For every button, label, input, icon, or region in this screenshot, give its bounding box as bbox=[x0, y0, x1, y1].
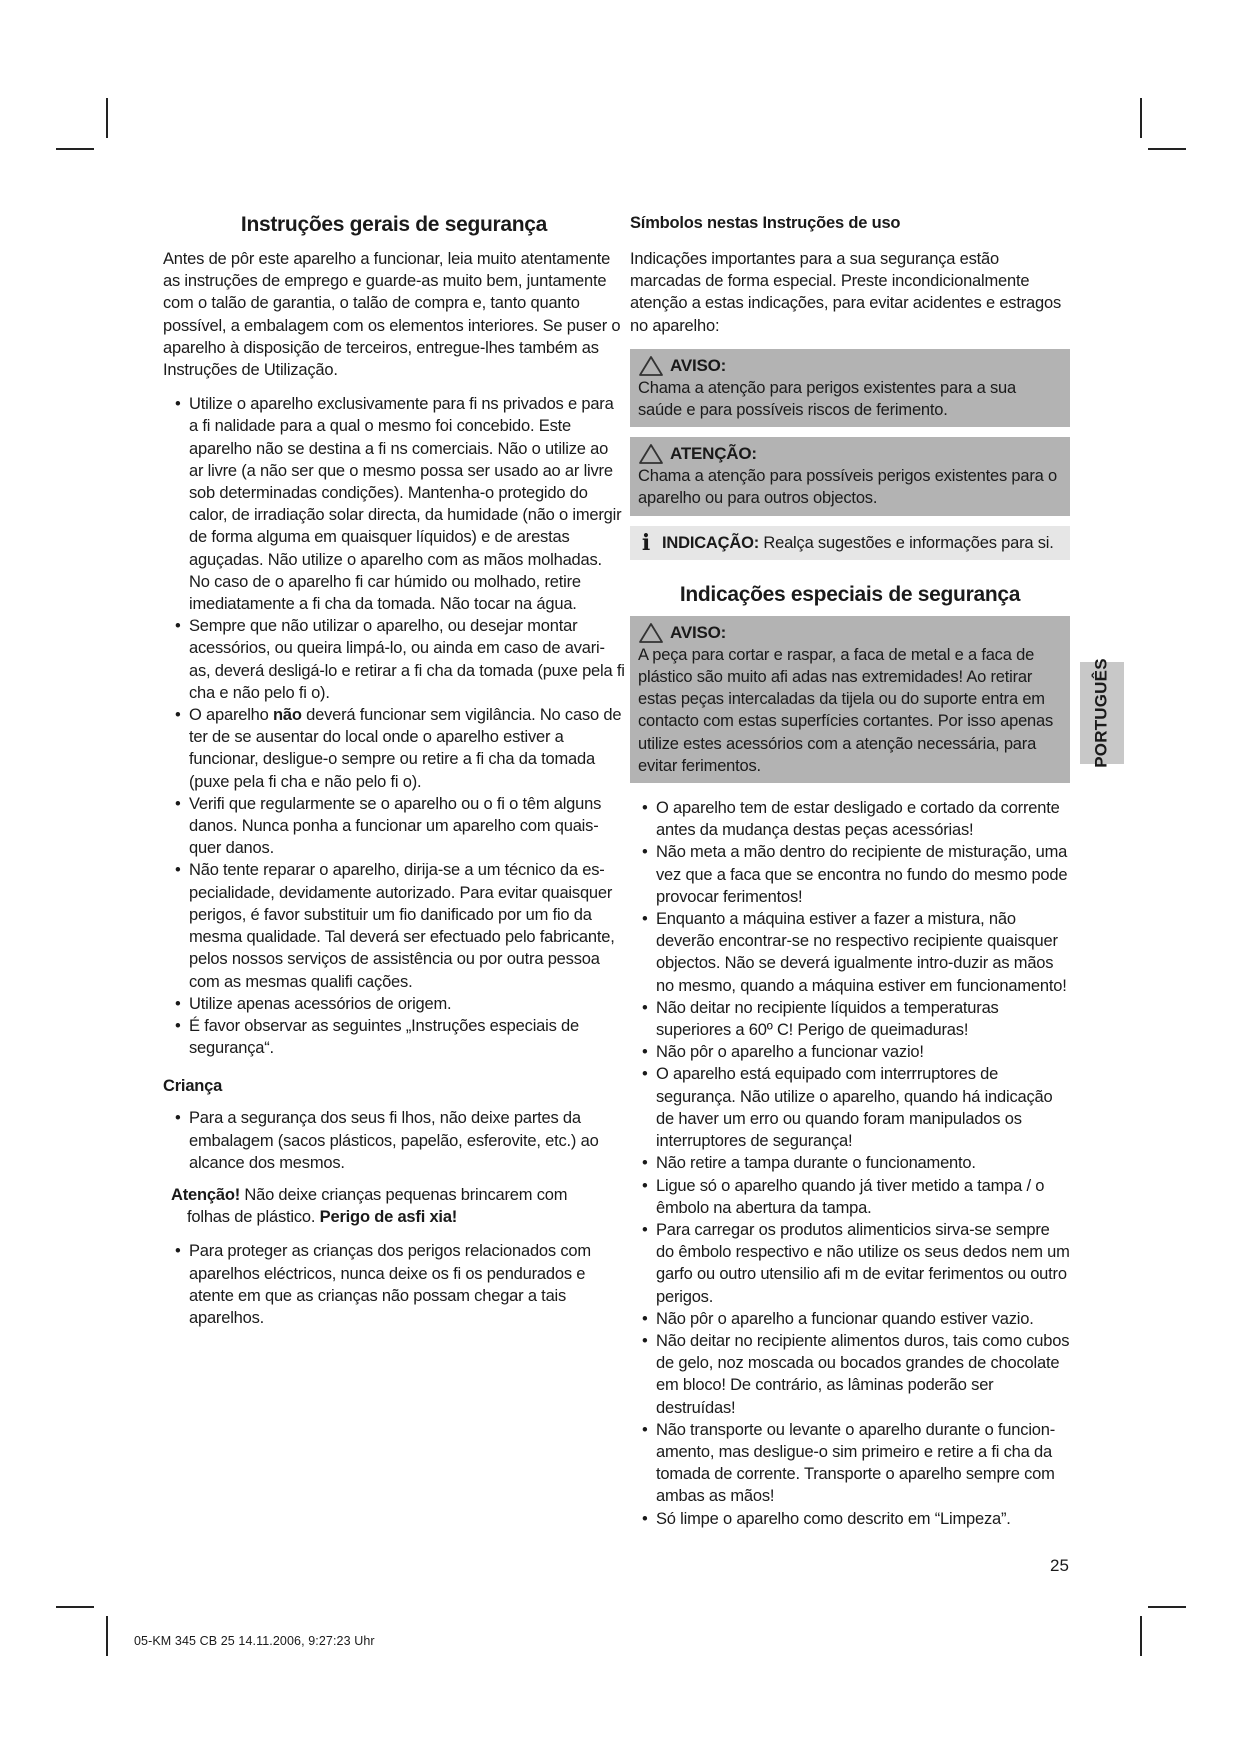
list-item: • Utilize o aparelho exclusivamente para fi ns privados e para a fi nalidade para a qual o mesmo foi concebido. Este aparelho não se destina a fi ns comerciais. Não o utilize ao ar livre (a não ser que o mesmo possa ser usado ao ar livre sob determinadas condições). Mantenha-o protegido do calor, de irradiação solar directa, da humidade (não o imergir de forma alguma em quaisquer líquidos) e de arestas aguçadas. Não utilize o aparelho com as mãos molhadas. No caso de o aparelho fi car húmido ou molhado, retire imediatamente a fi cha da tomada. Não tocar na água. bbox=[163, 393, 625, 615]
section-title-special-safety: Indicações especiais de segurança bbox=[679, 582, 1021, 606]
list-item: • Não transporte ou levante o aparelho durante o funcion-amento, mas desligue-o sim primeiro e retire a fi cha da tomada de corrente. Transporte o aparelho sempre com ambas as mãos! bbox=[630, 1419, 1070, 1508]
note-box-indicacao: i INDICAÇÃO: Realça sugestões e informações para si. bbox=[630, 526, 1070, 560]
warning-triangle-icon bbox=[638, 443, 664, 465]
warning-box-atencao: ATENÇÃO: Chama a atenção para possíveis perigos existentes para o aparelho ou para outros objectos. bbox=[630, 437, 1070, 515]
special-safety-list bbox=[630, 797, 1070, 1530]
intro-paragraph: Antes de pôr este aparelho a funcionar, leia muito atentamente as instruções de emprego e guarde-as muito bem, juntamente com o talão de garantia, o talão de compra e, tanto quanto possível, a embalagem com os elementos interiores. Se puser o aparelho à disposição de terceiros, entregue-lhes também as Instruções de Utilização. bbox=[163, 250, 621, 380]
list-item: • Não tente reparar o aparelho, dirija-se a um técnico da es-pecialidade, devidamente autorizado. Para evitar quaisquer perigos, é favor substituir um fio danificado por um fio da mesma qualidade. Tal deverá ser efectuado pelo fabricante, pelos nossos serviços de assistência ou por outra pessoa com as mesmas qualifi cações. bbox=[163, 859, 625, 992]
child-safety-list bbox=[163, 1107, 625, 1174]
list-item: • Não deitar no recipiente líquidos a temperaturas superiores a 60º C! Perigo de queimaduras! bbox=[630, 997, 1070, 1041]
list-item: • Para proteger as crianças dos perigos relacionados com aparelhos eléctricos, nunca deixe os fi os pendurados e atente em que as crianças não possam chegar a tais aparelhos. bbox=[163, 1240, 625, 1329]
warning-box-aviso-special: AVISO: A peça para cortar e raspar, a faca de metal e a faca de plástico são muito afi adas nas extremidades! Ao retirar estas peças intercaladas da tijela ou do suporte entra em contacto com estas superfícies cortantes. Por isso apenas utilize estes acessórios com a atenção necessária, para evitar ferimentos. bbox=[630, 616, 1070, 783]
crop-mark bbox=[1148, 1606, 1186, 1608]
list-item: • Para carregar os produtos alimenticios sirva-se sempre do êmbolo respectivo e não utilize os seus dedos nem um garfo ou outro utensilio afi m de evitar ferimentos ou outro perigos. bbox=[630, 1219, 1070, 1308]
crop-mark bbox=[1148, 148, 1186, 150]
child-caution-note: Atenção! Não deixe crianças pequenas brincarem com folhas de plástico. Perigo de asfi xia! bbox=[171, 1185, 568, 1227]
warning-triangle-icon bbox=[638, 622, 664, 644]
info-icon: i bbox=[641, 529, 651, 556]
crop-mark bbox=[106, 98, 108, 138]
list-item: • Não retire a tampa durante o funcionamento. bbox=[630, 1152, 1070, 1174]
section-title-general-safety: Instruções gerais de segurança bbox=[240, 213, 548, 236]
page-number: 25 bbox=[1050, 1556, 1069, 1575]
right-column bbox=[630, 212, 1070, 1540]
list-item: • Só limpe o aparelho como descrito em “Limpeza”. bbox=[630, 1508, 1070, 1530]
list-item: • É favor observar as seguintes „Instruções especiais de segurança“. bbox=[163, 1015, 625, 1059]
list-item: • Sempre que não utilizar o aparelho, ou desejar montar acessórios, ou queira limpá-lo, ou ainda em caso de avari-as, deverá desligá-lo e retirar a fi cha da tomada (puxe pela fi cha e não pelo fi o). bbox=[163, 615, 625, 704]
list-item: • Enquanto a máquina estiver a fazer a mistura, não deverão encontrar-se no respectivo recipiente quaisquer objectos. Não se deverá igualmente intro-duzir as mãos no mesmo, quando a máquina estiver em funcionamento! bbox=[630, 908, 1070, 997]
list-item: • O aparelho tem de estar desligado e cortado da corrente antes da mudança destas peças acessórias! bbox=[630, 797, 1070, 841]
warning-triangle-icon bbox=[638, 355, 664, 377]
language-tab: PORTUGUÊS bbox=[1080, 662, 1124, 764]
symbols-intro: Indicações importantes para a sua segurança estão marcadas de forma especial. Preste incondicionalmente atenção a estas indicações, para evitar acidentes e estragos no aparelho: bbox=[630, 250, 1062, 335]
crop-mark bbox=[56, 148, 94, 150]
print-footer: 05-KM 345 CB 25 14.11.2006, 9:27:23 Uhr bbox=[134, 1634, 375, 1648]
subheading-child: Criança bbox=[163, 1077, 223, 1096]
crop-mark bbox=[1140, 98, 1142, 138]
symbols-heading: Símbolos nestas Instruções de uso bbox=[630, 214, 901, 232]
warning-box-aviso: AVISO: Chama a atenção para perigos existentes para a sua saúde e para possíveis riscos de ferimento. bbox=[630, 349, 1070, 427]
crop-mark bbox=[106, 1616, 108, 1656]
left-column bbox=[163, 212, 625, 1339]
list-item: • Não pôr o aparelho a funcionar vazio! bbox=[630, 1041, 1070, 1063]
list-item: • Verifi que regularmente se o aparelho ou o fi o têm alguns danos. Nunca ponha a funcionar um aparelho com quais-quer danos. bbox=[163, 793, 625, 860]
general-safety-list bbox=[163, 393, 625, 1059]
list-item: • Não meta a mão dentro do recipiente de misturação, uma vez que a faca que se encontra no fundo do mesmo pode provocar ferimentos! bbox=[630, 841, 1070, 908]
list-item: • Ligue só o aparelho quando já tiver metido a tampa / o êmbolo na abertura da tampa. bbox=[630, 1175, 1070, 1219]
list-item: • O aparelho está equipado com interrruptores de segurança. Não utilize o aparelho, quando há indicação de haver um erro ou quando foram manipulados os interruptores de segurança! bbox=[630, 1063, 1070, 1152]
list-item: • Utilize apenas acessórios de origem. bbox=[163, 993, 625, 1015]
child-safety-list-2 bbox=[163, 1240, 625, 1329]
list-item: • Não pôr o aparelho a funcionar quando estiver vazio. bbox=[630, 1308, 1070, 1330]
list-item: • Para a segurança dos seus fi lhos, não deixe partes da embalagem (sacos plásticos, papelão, esferovite, etc.) ao alcance dos mesmos. bbox=[163, 1107, 625, 1174]
crop-mark bbox=[1140, 1616, 1142, 1656]
crop-mark bbox=[56, 1606, 94, 1608]
list-item: • Não deitar no recipiente alimentos duros, tais como cubos de gelo, noz moscada ou bocados grandes de chocolate em bloco! De contrário, as lâminas poderão ser destruídas! bbox=[630, 1330, 1070, 1419]
list-item: • O aparelho não deverá funcionar sem vigilância. No caso de ter de se ausentar do local onde o aparelho estiver a funcionar, desligue-o sempre ou retire a fi cha da tomada (puxe pela fi cha e não pelo fi o). bbox=[163, 704, 625, 793]
